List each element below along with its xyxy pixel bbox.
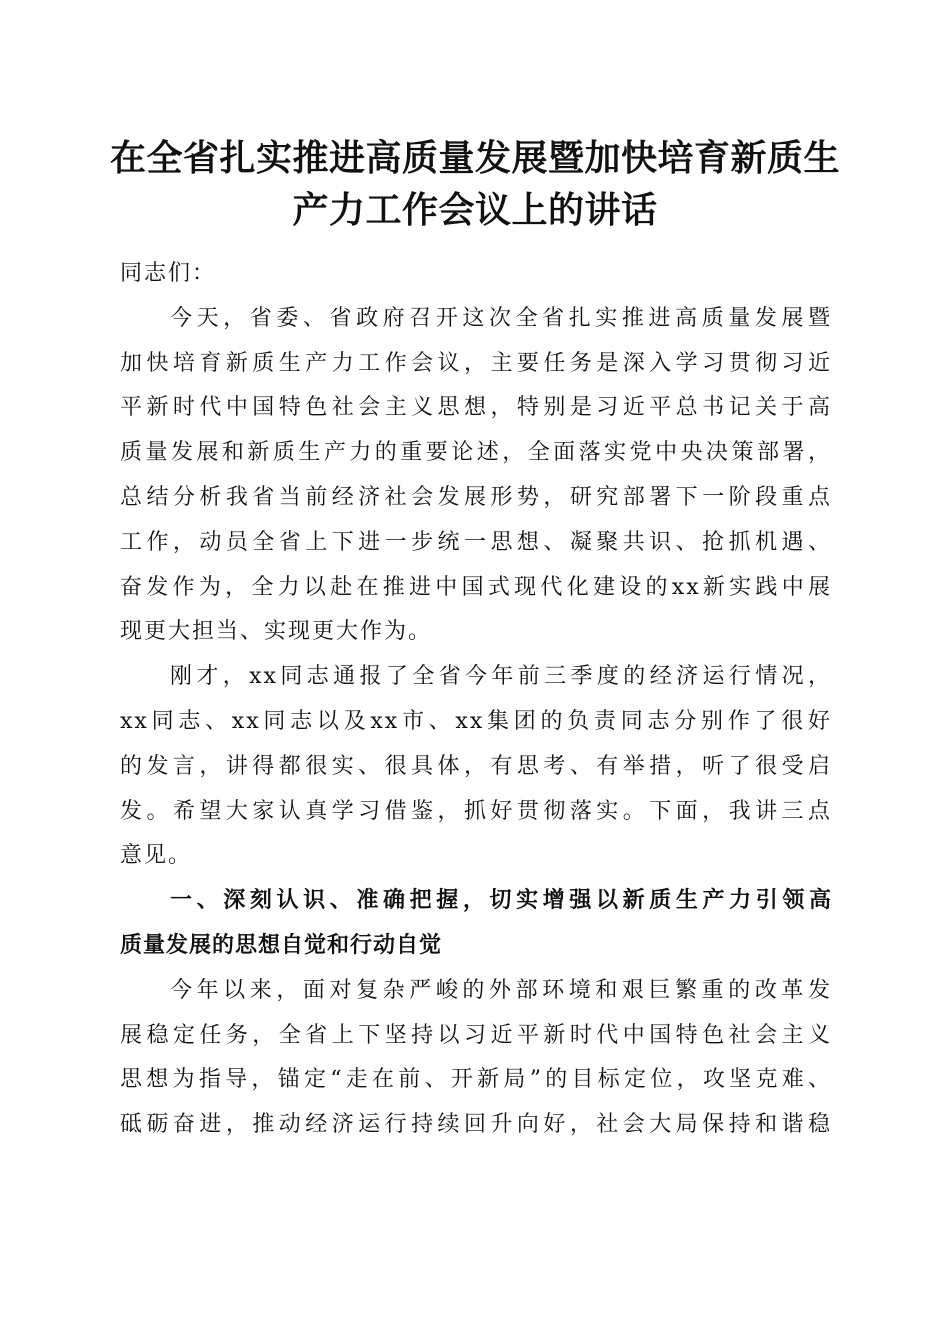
paragraph-2-line-3: 的发言，讲得都很实、很具体，有思考、有举措，听了很受启 [120,753,832,779]
section-heading-line-2: 质量发展的思想自觉和行动自觉 [120,932,443,958]
paragraph-1-line-5: 总结分析我省当前经济社会发展形势，研究部署下一阶段重点 [120,484,832,510]
paragraph-2-line-4: 发。希望大家认真学习借鉴，抓好贯彻落实。下面，我讲三点 [120,798,832,824]
section-heading-line-1: 一、深刻认识、准确把握，切实增强以新质生产力引领高 [170,888,832,914]
salutation: 同志们： [120,261,217,286]
paragraph-2-line-2: xx同志、xx同志以及xx市、xx集团的负责同志分别作了很好 [120,708,832,734]
paragraph-1-line-3: 平新时代中国特色社会主义思想，特别是习近平总书记关于高 [120,395,832,421]
paragraph-2-line-1: 刚才，xx同志通报了全省今年前三季度的经济运行情况， [170,664,832,690]
section-paragraph-line-4: 砥砺奋进，推动经济运行持续回升向好，社会大局保持和谐稳 [120,1112,832,1138]
paragraph-1-line-2: 加快培育新质生产力工作会议，主要任务是深入学习贯彻习近 [120,350,832,376]
paragraph-1-line-1: 今天，省委、省政府召开这次全省扎实推进高质量发展暨 [170,305,832,331]
paragraph-1-line-8: 现更大担当、实现更大作为。 [120,619,433,645]
title-line-2: 产力工作会议上的讲话 [292,189,658,231]
paragraph-2-line-5: 意见。 [120,843,193,869]
paragraph-1-line-4: 质量发展和新质生产力的重要论述，全面落实党中央决策部署， [120,440,832,466]
document-body [120,252,832,1148]
section-paragraph-line-2: 展稳定任务，全省上下坚持以习近平新时代中国特色社会主义 [120,1022,832,1048]
document-title [100,132,850,236]
paragraph-1-line-6: 工作，动员全省上下进一步统一思想、凝聚共识、抢抓机遇、 [120,529,832,555]
paragraph-1-line-7: 奋发作为，全力以赴在推进中国式现代化建设的xx新实践中展 [120,574,832,600]
section-paragraph-line-3: 思想为指导，锚定“走在前、开新局”的目标定位，攻坚克难、 [120,1067,832,1093]
title-line-1: 在全省扎实推进高质量发展暨加快培育新质生 [109,137,840,179]
section-paragraph-line-1: 今年以来，面对复杂严峻的外部环境和艰巨繁重的改革发 [170,977,832,1003]
